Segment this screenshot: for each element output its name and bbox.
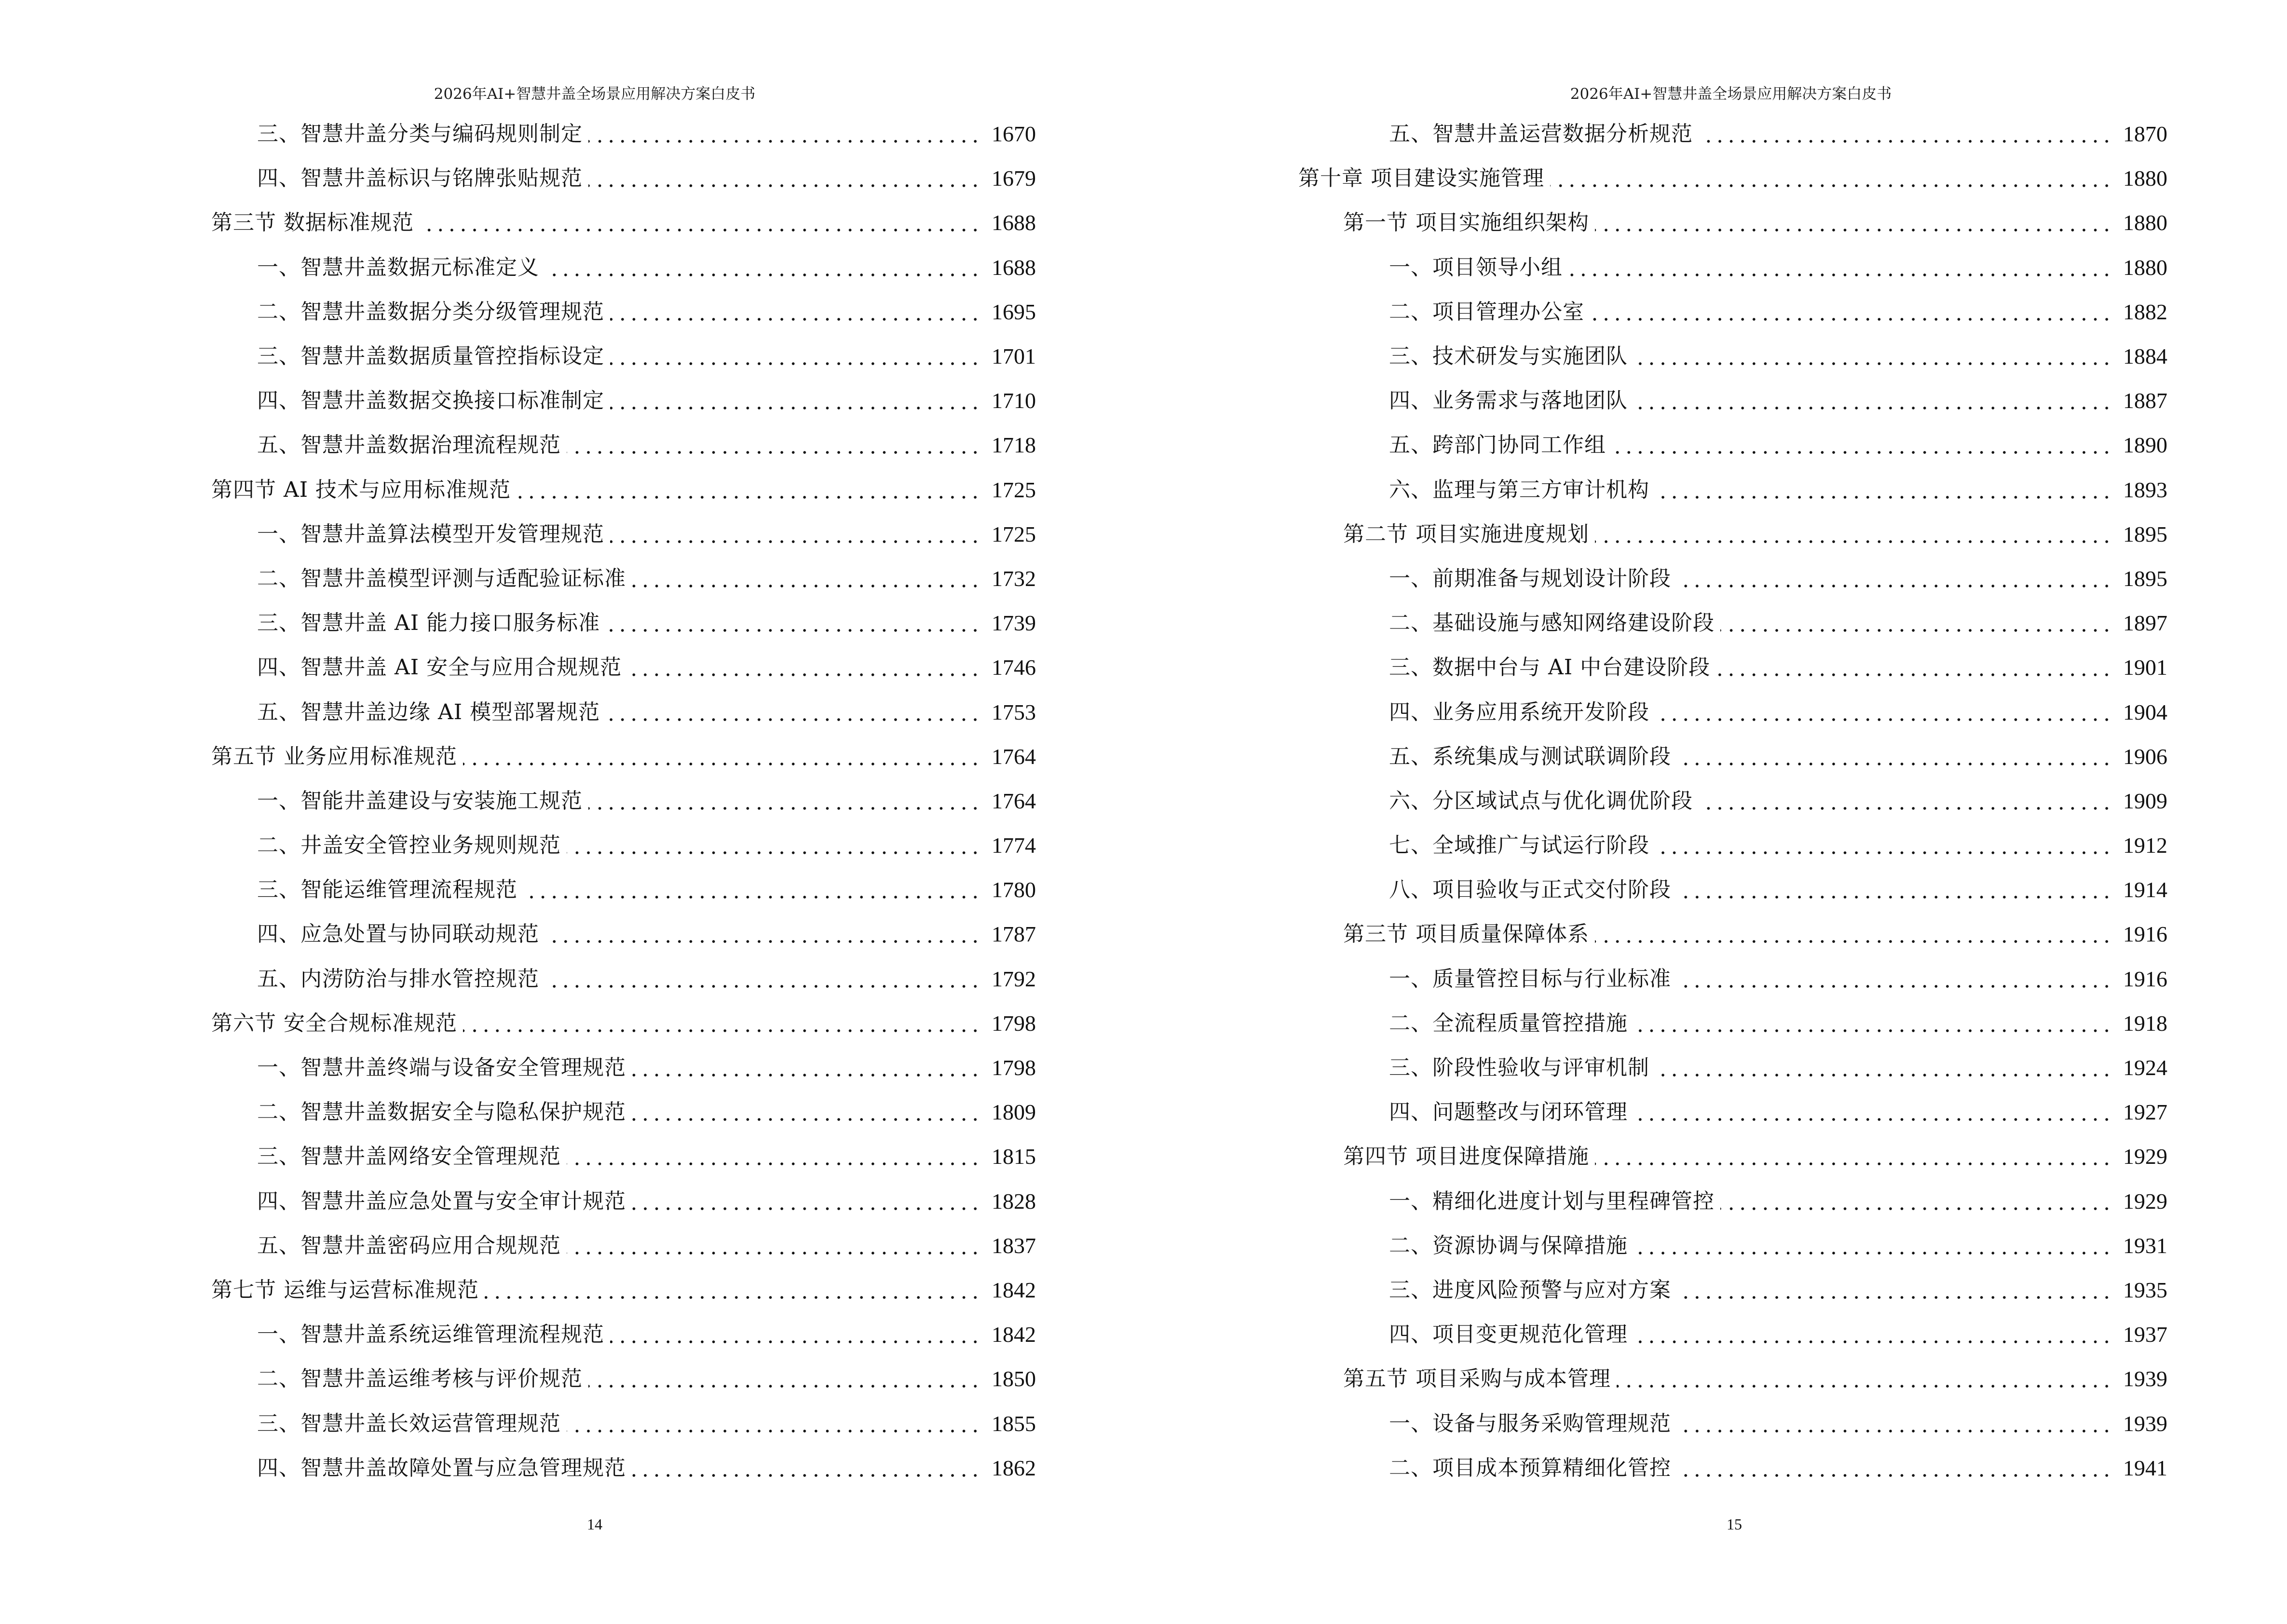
toc-entry-item[interactable] xyxy=(166,779,1036,823)
toc-entry-page-number: 1880 xyxy=(2123,210,2167,235)
toc-entry-title: 五、内涝防治与排水管控规范 xyxy=(257,966,539,991)
toc-entry-page-number: 1924 xyxy=(2123,1055,2167,1080)
toc-entry-item[interactable] xyxy=(166,957,1036,1001)
toc-entry-title: 二、井盖安全管控业务规则规范 xyxy=(257,833,561,858)
dot-leader xyxy=(420,228,981,232)
dot-leader xyxy=(610,317,981,321)
toc-entry-page-number: 1688 xyxy=(992,255,1036,280)
toc-entry-item[interactable] xyxy=(1298,1046,2167,1090)
toc-entry-title: 第五节 项目采购与成本管理 xyxy=(1343,1366,1611,1392)
dot-leader xyxy=(1634,362,2112,366)
toc-entry-page-number: 1906 xyxy=(2123,744,2167,769)
dot-leader xyxy=(1634,1251,2112,1255)
toc-entry-page-number: 1929 xyxy=(2123,1144,2167,1169)
dot-leader xyxy=(545,273,981,277)
toc-entry-page-number: 1880 xyxy=(2123,255,2167,280)
toc-entry-item[interactable] xyxy=(166,379,1036,423)
toc-entry-item[interactable] xyxy=(166,1090,1036,1134)
toc-entry-item[interactable] xyxy=(1298,1090,2167,1134)
dot-leader xyxy=(545,940,981,943)
dot-leader xyxy=(1720,628,2112,632)
toc-entry-title: 二、智慧井盖模型评测与适配验证标准 xyxy=(257,566,626,591)
dot-leader xyxy=(632,1474,981,1477)
dot-leader xyxy=(1720,1207,2112,1211)
toc-entry-page-number: 1855 xyxy=(992,1411,1036,1436)
toc-entry-page-number: 1815 xyxy=(992,1144,1036,1169)
dot-leader xyxy=(627,673,981,677)
dot-leader xyxy=(1699,139,2112,143)
toc-entry-item[interactable] xyxy=(166,112,1036,156)
dot-leader xyxy=(610,1340,981,1344)
toc-entry-title: 一、智慧井盖系统运维管理流程规范 xyxy=(257,1322,604,1347)
toc-entry-title: 四、业务需求与落地团队 xyxy=(1389,388,1628,413)
toc-entry-title: 一、项目领导小组 xyxy=(1389,255,1563,280)
toc-entry-page-number: 1701 xyxy=(992,344,1036,369)
toc-entry-title: 二、智慧井盖运维考核与评价规范 xyxy=(257,1366,583,1392)
toc-entry-page-number: 1937 xyxy=(2123,1322,2167,1347)
toc-entry-item[interactable] xyxy=(166,512,1036,557)
toc-entry-title: 三、阶段性验收与评审机制 xyxy=(1389,1055,1649,1080)
toc-entry-page-number: 1927 xyxy=(2123,1100,2167,1125)
toc-entry-title: 四、问题整改与闭环管理 xyxy=(1389,1100,1628,1125)
toc-entry-section[interactable] xyxy=(1298,512,2167,557)
toc-entry-item[interactable] xyxy=(1298,1224,2167,1268)
toc-entry-page-number: 1787 xyxy=(992,922,1036,947)
toc-entry-item[interactable] xyxy=(1298,423,2167,467)
toc-entry-title: 八、项目验收与正式交付阶段 xyxy=(1389,877,1671,902)
toc-entry-page-number: 1901 xyxy=(2123,655,2167,680)
toc-entry-title: 二、智慧井盖数据分类分级管理规范 xyxy=(257,299,604,324)
dot-leader xyxy=(610,406,981,410)
toc-entry-title: 五、智慧井盖边缘 AI 模型部署规范 xyxy=(257,699,600,724)
toc-entry-item[interactable] xyxy=(1298,601,2167,645)
toc-entry-page-number: 1837 xyxy=(992,1233,1036,1258)
toc-entry-page-number: 1809 xyxy=(992,1100,1036,1125)
toc-entry-page-number: 1739 xyxy=(992,611,1036,636)
toc-entry-item[interactable] xyxy=(1298,1179,2167,1224)
dot-leader xyxy=(1677,1296,2112,1299)
dot-leader xyxy=(1634,1118,2112,1121)
dot-leader xyxy=(588,184,981,188)
toc-entry-chapter[interactable] xyxy=(1298,156,2167,201)
toc-entry-item[interactable] xyxy=(1298,779,2167,823)
toc-entry-item[interactable] xyxy=(166,1046,1036,1090)
toc-entry-item[interactable] xyxy=(166,423,1036,467)
toc-entry-title: 四、项目变更规范化管理 xyxy=(1389,1322,1628,1347)
toc-entry-page-number: 1842 xyxy=(992,1277,1036,1302)
toc-entry-title: 三、智慧井盖长效运营管理规范 xyxy=(257,1411,561,1436)
toc-entry-page-number: 1941 xyxy=(2123,1455,2167,1480)
dot-leader xyxy=(588,139,981,143)
toc-entry-page-number: 1904 xyxy=(2123,699,2167,724)
toc-entry-page-number: 1890 xyxy=(2123,433,2167,458)
toc-entry-page-number: 1931 xyxy=(2123,1233,2167,1258)
toc-entry-title: 四、智慧井盖 AI 安全与应用合规规范 xyxy=(257,655,622,680)
toc-entry-title: 四、智慧井盖故障处置与应急管理规范 xyxy=(257,1455,626,1480)
toc-entry-item[interactable] xyxy=(166,601,1036,645)
toc-entry-item[interactable] xyxy=(1298,823,2167,868)
toc-entry-item[interactable] xyxy=(166,557,1036,601)
toc-entry-page-number: 1912 xyxy=(2123,833,2167,858)
toc-entry-title: 一、智慧井盖算法模型开发管理规范 xyxy=(257,521,604,546)
dot-leader xyxy=(1699,806,2112,810)
toc-entry-page-number: 1935 xyxy=(2123,1277,2167,1302)
toc-entry-page-number: 1916 xyxy=(2123,922,2167,947)
dot-leader xyxy=(1634,406,2112,410)
toc-entry-item[interactable] xyxy=(1298,1001,2167,1046)
dot-leader xyxy=(1617,1384,2112,1388)
toc-entry-page-number: 1710 xyxy=(992,388,1036,413)
page-number: 14 xyxy=(587,1515,602,1533)
dot-leader xyxy=(545,984,981,988)
toc-entry-title: 六、分区域试点与优化调优阶段 xyxy=(1389,788,1693,813)
toc-entry-title: 第四节 AI 技术与应用标准规范 xyxy=(211,477,511,502)
dot-leader xyxy=(1655,718,2112,722)
dot-leader xyxy=(1655,495,2112,499)
toc-entry-page-number: 1862 xyxy=(992,1455,1036,1480)
toc-entry-page-number: 1798 xyxy=(992,1010,1036,1036)
toc-entry-page-number: 1792 xyxy=(992,966,1036,991)
toc-entry-title: 第四节 项目进度保障措施 xyxy=(1343,1144,1589,1169)
toc-entry-title: 三、智慧井盖分类与编码规则制定 xyxy=(257,122,583,147)
toc-entry-page-number: 1884 xyxy=(2123,344,2167,369)
toc-entry-title: 五、智慧井盖数据治理流程规范 xyxy=(257,433,561,458)
running-header: 2026年AI+智慧井盖全场景应用解决方案白皮书 xyxy=(434,85,756,103)
dot-leader xyxy=(463,762,981,766)
toc-entry-title: 一、前期准备与规划设计阶段 xyxy=(1389,566,1671,591)
toc-entry-page-number: 1939 xyxy=(2123,1366,2167,1392)
toc-entry-page-number: 1798 xyxy=(992,1055,1036,1080)
dot-leader xyxy=(567,1251,981,1255)
toc-entry-page-number: 1870 xyxy=(2123,122,2167,147)
dot-leader xyxy=(1677,984,2112,988)
toc-entry-title: 一、智能井盖建设与安装施工规范 xyxy=(257,788,583,813)
toc-entry-title: 四、智慧井盖标识与铭牌张贴规范 xyxy=(257,166,583,191)
dot-leader xyxy=(1595,540,2112,544)
dot-leader xyxy=(610,362,981,366)
toc-entry-section[interactable] xyxy=(166,735,1036,779)
toc-entry-item[interactable] xyxy=(166,1312,1036,1357)
dot-leader xyxy=(523,895,981,899)
dot-leader xyxy=(606,628,981,632)
toc-entry-title: 二、基础设施与感知网络建设阶段 xyxy=(1389,611,1715,636)
page-right xyxy=(1144,0,2287,1624)
toc-entry-page-number: 1850 xyxy=(992,1366,1036,1392)
dot-leader xyxy=(567,851,981,855)
dot-leader xyxy=(1677,584,2112,588)
dot-leader xyxy=(463,1029,981,1033)
toc-entry-title: 二、项目成本预算精细化管控 xyxy=(1389,1455,1671,1480)
toc-entry-page-number: 1939 xyxy=(2123,1411,2167,1436)
toc-entry-page-number: 1732 xyxy=(992,566,1036,591)
dot-leader xyxy=(1568,273,2112,277)
toc-entry-title: 三、数据中台与 AI 中台建设阶段 xyxy=(1389,655,1711,680)
toc-entry-title: 三、智慧井盖网络安全管理规范 xyxy=(257,1144,561,1169)
toc-entry-item[interactable] xyxy=(166,823,1036,868)
toc-entry-title: 一、精细化进度计划与里程碑管控 xyxy=(1389,1188,1715,1214)
toc-entry-item[interactable] xyxy=(166,1224,1036,1268)
toc-entry-page-number: 1764 xyxy=(992,744,1036,769)
dot-leader xyxy=(1677,762,2112,766)
toc-entry-section[interactable] xyxy=(166,1001,1036,1046)
dot-leader xyxy=(567,1162,981,1166)
toc-entry-item[interactable] xyxy=(1298,645,2167,690)
toc-entry-item[interactable] xyxy=(166,1179,1036,1224)
toc-entry-title: 第七节 运维与运营标准规范 xyxy=(211,1277,479,1302)
toc-entry-title: 三、进度风险预警与应对方案 xyxy=(1389,1277,1671,1302)
toc-entry-title: 三、智慧井盖 AI 能力接口服务标准 xyxy=(257,611,600,636)
toc-entry-title: 第三节 数据标准规范 xyxy=(211,210,414,235)
toc-entry-title: 三、智慧井盖数据质量管控指标设定 xyxy=(257,344,604,369)
toc-entry-section[interactable] xyxy=(166,1268,1036,1312)
toc-entry-page-number: 1895 xyxy=(2123,521,2167,546)
toc-entry-page-number: 1746 xyxy=(992,655,1036,680)
toc-list xyxy=(1298,112,2167,1490)
dot-leader xyxy=(588,1384,981,1388)
toc-entry-page-number: 1880 xyxy=(2123,166,2167,191)
toc-entry-title: 五、智慧井盖密码应用合规规范 xyxy=(257,1233,561,1258)
toc-entry-item[interactable] xyxy=(166,1401,1036,1446)
toc-entry-page-number: 1882 xyxy=(2123,299,2167,324)
dot-leader xyxy=(1550,184,2112,188)
toc-entry-title: 四、业务应用系统开发阶段 xyxy=(1389,699,1649,724)
running-header: 2026年AI+智慧井盖全场景应用解决方案白皮书 xyxy=(1570,85,1892,103)
toc-entry-page-number: 1909 xyxy=(2123,788,2167,813)
toc-entry-item[interactable] xyxy=(1298,334,2167,379)
dot-leader xyxy=(632,1118,981,1121)
toc-entry-item[interactable] xyxy=(166,1134,1036,1179)
dot-leader xyxy=(610,540,981,544)
toc-entry-item[interactable] xyxy=(1298,468,2167,512)
toc-entry-page-number: 1725 xyxy=(992,477,1036,502)
toc-entry-page-number: 1764 xyxy=(992,788,1036,813)
toc-entry-title: 四、智慧井盖应急处置与安全审计规范 xyxy=(257,1188,626,1214)
toc-entry-item[interactable] xyxy=(166,868,1036,912)
toc-entry-title: 二、项目管理办公室 xyxy=(1389,299,1584,324)
toc-entry-page-number: 1929 xyxy=(2123,1188,2167,1214)
toc-entry-title: 五、跨部门协同工作组 xyxy=(1389,433,1606,458)
toc-entry-title: 六、监理与第三方审计机构 xyxy=(1389,477,1649,502)
toc-entry-page-number: 1695 xyxy=(992,299,1036,324)
toc-entry-title: 二、全流程质量管控措施 xyxy=(1389,1010,1628,1036)
toc-entry-title: 四、应急处置与协同联动规范 xyxy=(257,922,539,947)
toc-entry-item[interactable] xyxy=(1298,1312,2167,1357)
toc-entry-item[interactable] xyxy=(1298,1401,2167,1446)
toc-entry-page-number: 1725 xyxy=(992,521,1036,546)
toc-entry-item[interactable] xyxy=(1298,246,2167,290)
dot-leader xyxy=(1595,228,2112,232)
toc-entry-title: 第二节 项目实施进度规划 xyxy=(1343,521,1589,546)
dot-leader xyxy=(567,1429,981,1433)
toc-list xyxy=(166,112,1036,1490)
toc-entry-title: 一、智慧井盖终端与设备安全管理规范 xyxy=(257,1055,626,1080)
toc-entry-page-number: 1893 xyxy=(2123,477,2167,502)
toc-entry-title: 第十章 项目建设实施管理 xyxy=(1298,166,1544,191)
toc-entry-section[interactable] xyxy=(1298,1357,2167,1401)
dot-leader xyxy=(1655,1073,2112,1077)
toc-entry-title: 一、质量管控目标与行业标准 xyxy=(1389,966,1671,991)
toc-entry-page-number: 1688 xyxy=(992,210,1036,235)
dot-leader xyxy=(632,1207,981,1211)
toc-entry-title: 第六节 安全合规标准规范 xyxy=(211,1010,457,1036)
toc-entry-item[interactable] xyxy=(1298,735,2167,779)
toc-entry-item[interactable] xyxy=(166,912,1036,956)
toc-entry-item[interactable] xyxy=(1298,379,2167,423)
toc-entry-page-number: 1914 xyxy=(2123,877,2167,902)
toc-entry-item[interactable] xyxy=(166,1357,1036,1401)
toc-entry-item[interactable] xyxy=(166,645,1036,690)
dot-leader xyxy=(1612,450,2112,454)
dot-leader xyxy=(1677,1429,2112,1433)
toc-entry-item[interactable] xyxy=(166,334,1036,379)
dot-leader xyxy=(632,1073,981,1077)
toc-entry-title: 第三节 项目质量保障体系 xyxy=(1343,922,1589,947)
toc-entry-title: 一、智慧井盖数据元标准定义 xyxy=(257,255,539,280)
toc-entry-title: 五、系统集成与测试联调阶段 xyxy=(1389,744,1671,769)
dot-leader xyxy=(1677,1474,2112,1477)
dot-leader xyxy=(1595,940,2112,943)
dot-leader xyxy=(517,495,981,499)
dot-leader xyxy=(1590,317,2112,321)
dot-leader xyxy=(567,450,981,454)
toc-entry-item[interactable] xyxy=(166,246,1036,290)
toc-entry-item[interactable] xyxy=(1298,1268,2167,1312)
toc-entry-item[interactable] xyxy=(166,1446,1036,1490)
toc-entry-page-number: 1897 xyxy=(2123,611,2167,636)
dot-leader xyxy=(606,718,981,722)
toc-entry-item[interactable] xyxy=(1298,290,2167,334)
dot-leader xyxy=(1655,851,2112,855)
toc-entry-title: 五、智慧井盖运营数据分析规范 xyxy=(1389,122,1693,147)
toc-entry-item[interactable] xyxy=(1298,112,2167,156)
toc-entry-page-number: 1887 xyxy=(2123,388,2167,413)
toc-entry-page-number: 1842 xyxy=(992,1322,1036,1347)
toc-entry-page-number: 1916 xyxy=(2123,966,2167,991)
toc-entry-title: 七、全域推广与试运行阶段 xyxy=(1389,833,1649,858)
dot-leader xyxy=(1677,895,2112,899)
toc-entry-item[interactable] xyxy=(1298,868,2167,912)
toc-entry-section[interactable] xyxy=(166,201,1036,245)
toc-entry-title: 二、智慧井盖数据安全与隐私保护规范 xyxy=(257,1100,626,1125)
toc-entry-page-number: 1679 xyxy=(992,166,1036,191)
toc-entry-item[interactable] xyxy=(166,156,1036,201)
dot-leader xyxy=(1595,1162,2112,1166)
toc-entry-page-number: 1753 xyxy=(992,699,1036,724)
toc-entry-item[interactable] xyxy=(1298,1446,2167,1490)
toc-entry-page-number: 1895 xyxy=(2123,566,2167,591)
toc-entry-section[interactable] xyxy=(1298,201,2167,245)
toc-entry-title: 三、技术研发与实施团队 xyxy=(1389,344,1628,369)
toc-entry-title: 第一节 项目实施组织架构 xyxy=(1343,210,1589,235)
page-number: 15 xyxy=(1727,1515,1742,1533)
toc-entry-section[interactable] xyxy=(1298,1134,2167,1179)
toc-entry-item[interactable] xyxy=(1298,557,2167,601)
toc-entry-section[interactable] xyxy=(1298,912,2167,956)
toc-entry-title: 第五节 业务应用标准规范 xyxy=(211,744,457,769)
toc-entry-section[interactable] xyxy=(166,468,1036,512)
toc-entry-title: 一、设备与服务采购管理规范 xyxy=(1389,1411,1671,1436)
dot-leader xyxy=(632,584,981,588)
dot-leader xyxy=(1716,673,2112,677)
dot-leader xyxy=(1634,1340,2112,1344)
dot-leader xyxy=(588,806,981,810)
toc-entry-page-number: 1670 xyxy=(992,122,1036,147)
toc-entry-title: 二、资源协调与保障措施 xyxy=(1389,1233,1628,1258)
toc-entry-item[interactable] xyxy=(166,690,1036,734)
toc-entry-item[interactable] xyxy=(166,290,1036,334)
toc-entry-title: 四、智慧井盖数据交换接口标准制定 xyxy=(257,388,604,413)
dot-leader xyxy=(485,1296,981,1299)
toc-entry-page-number: 1918 xyxy=(2123,1010,2167,1036)
dot-leader xyxy=(1634,1029,2112,1033)
toc-entry-page-number: 1718 xyxy=(992,433,1036,458)
toc-entry-title: 三、智能运维管理流程规范 xyxy=(257,877,517,902)
toc-entry-item[interactable] xyxy=(1298,957,2167,1001)
toc-entry-page-number: 1774 xyxy=(992,833,1036,858)
toc-entry-page-number: 1780 xyxy=(992,877,1036,902)
toc-entry-item[interactable] xyxy=(1298,690,2167,734)
toc-entry-page-number: 1828 xyxy=(992,1188,1036,1214)
